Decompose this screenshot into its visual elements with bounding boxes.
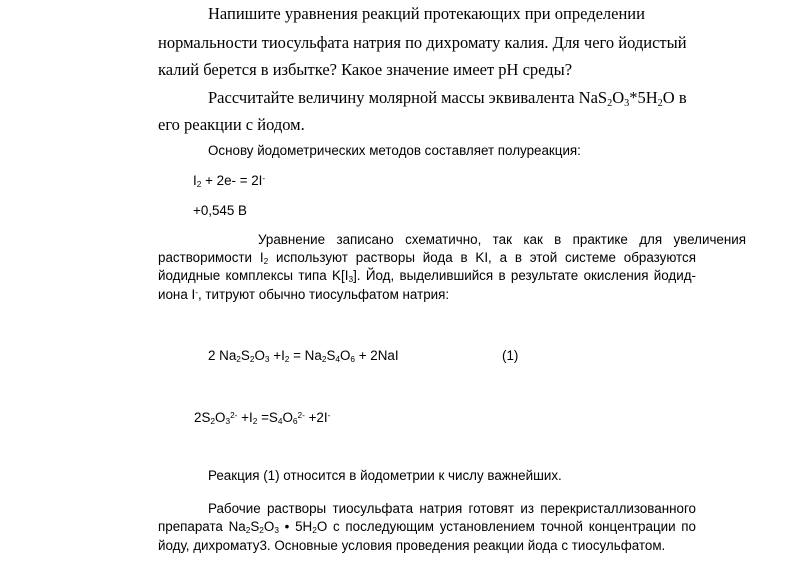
intro-text: Основу йодометрических методов составляет полуреакция:: [208, 143, 581, 158]
reaction-note: Реакция (1) относится в йодометрии к числу важнейших.: [208, 468, 562, 483]
half-reaction: $I_2 + 2e- = 2I^-$: [193, 173, 266, 190]
standard-potential: +0,545 В: [193, 203, 247, 218]
paragraph-2-line-2: препарата $Na_2S_2O_3$ • $5H_2O$ с последующим установлением точной концентрации по: [158, 519, 696, 536]
paragraph-1-line-2: растворимости $I_2$ используют растворы йода в KI, а в этой системе образуются: [158, 250, 696, 267]
paragraph-1-line-1: Уравнение записано схематично, так как в практике для увеличения: [258, 232, 746, 247]
question-line-1: Напишите уравнения реакций протекающих при определении: [208, 4, 645, 23]
paragraph-2-line-1: Рабочие растворы тиосульфата натрия готовят из перекристаллизованного: [208, 501, 696, 516]
equation-1: 2 $Na_2S_2O_3 +I_2 = Na_2S_4O_6 + 2NaI$: [208, 348, 399, 365]
paragraph-2-line-3: йоду, дихромату3. Основные условия проведения реакции йода с тиосульфатом.: [158, 538, 666, 553]
question-line-3: калий берется в избытке? Какое значение имеет pH среды?: [158, 60, 573, 79]
question-line-2: нормальности тиосульфата натрия по дихромату калия. Для чего йодистый: [158, 33, 687, 52]
question-line-4: Рассчитайте величину молярной массы эквивалента $NaS_2O_3*5H_2O$ в: [208, 88, 687, 109]
paragraph-1-line-3: йодидные комплексы типа $K[I_3]$. Йод, выделившийся в результате окисления йодид-: [158, 268, 696, 285]
question-line-5: его реакции с йодом.: [158, 115, 305, 134]
paragraph-1-line-4: иона I-, титруют обычно тиосульфатом натрия:: [158, 287, 450, 302]
equation-2: $2S_2O_3^{2-} +I_2 =S_4O_6^{2-} +2I^-$: [194, 410, 331, 427]
equation-1-number: (1): [502, 348, 519, 363]
